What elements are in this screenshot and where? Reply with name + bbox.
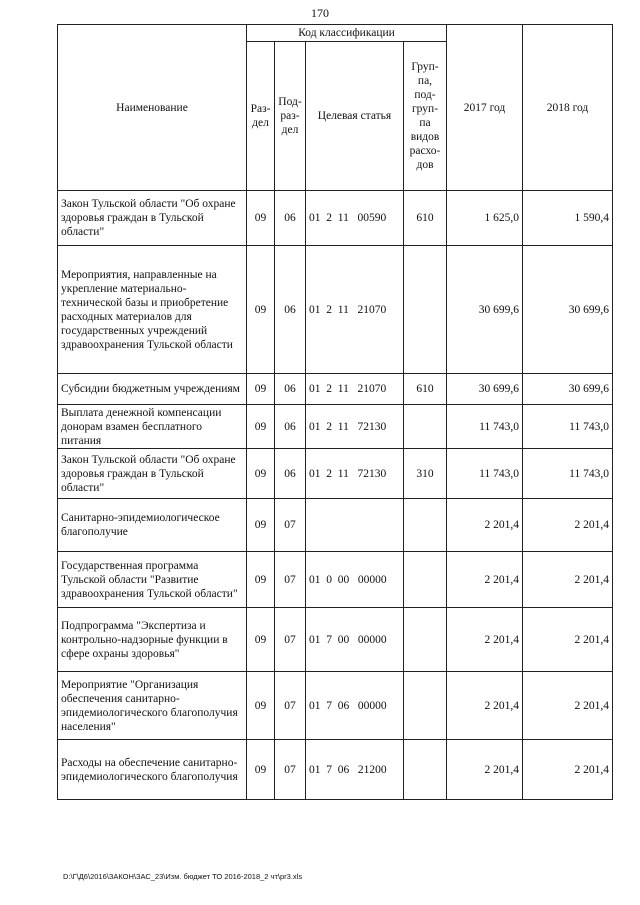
row-name: Подпрограмма "Экспертиза и контрольно-надзорные функции в сфере охраны здоровья" — [58, 608, 247, 672]
row-subsection: 06 — [275, 405, 306, 449]
row-name: Выплата денежной компенсации донорам взамен бесплатного питания — [58, 405, 247, 449]
row-subsection: 06 — [275, 374, 306, 405]
budget-table — [57, 24, 613, 800]
row-target-article: 01 2 11 21070 — [306, 246, 404, 374]
row-subsection: 06 — [275, 191, 306, 246]
table-row — [58, 740, 613, 800]
header-subsection: Под- раз- дел — [275, 42, 306, 191]
row-section: 09 — [247, 191, 275, 246]
row-amount-2018: 2 201,4 — [523, 740, 613, 800]
row-expense-group — [404, 246, 447, 374]
row-subsection: 06 — [275, 246, 306, 374]
row-name: Закон Тульской области "Об охране здоровья граждан в Тульской области" — [58, 191, 247, 246]
row-name: Субсидии бюджетным учреждениям — [58, 374, 247, 405]
header-section: Раз- дел — [247, 42, 275, 191]
row-target-article: 01 2 11 21070 — [306, 374, 404, 405]
row-amount-2018: 1 590,4 — [523, 191, 613, 246]
row-amount-2018: 2 201,4 — [523, 672, 613, 740]
row-amount-2017: 2 201,4 — [447, 672, 523, 740]
header-target-article: Целевая статья — [306, 42, 404, 191]
header-year-2018: 2018 год — [523, 25, 613, 191]
row-expense-group — [404, 552, 447, 608]
row-amount-2017: 30 699,6 — [447, 374, 523, 405]
row-subsection: 06 — [275, 449, 306, 499]
page-number: 170 — [311, 6, 329, 20]
row-subsection: 07 — [275, 672, 306, 740]
header-year-2017: 2017 год — [447, 25, 523, 191]
row-expense-group — [404, 499, 447, 552]
row-name: Государственная программа Тульской области "Развитие здравоохранения Тульской области" — [58, 552, 247, 608]
row-section: 09 — [247, 405, 275, 449]
table-row — [58, 672, 613, 740]
table-row — [58, 246, 613, 374]
row-name: Мероприятия, направленные на укрепление материально-технической базы и приобретение расходных материалов для государственных учреждений здравоохранения Тульской области — [58, 246, 247, 374]
row-expense-group: 310 — [404, 449, 447, 499]
row-amount-2017: 2 201,4 — [447, 740, 523, 800]
row-section: 09 — [247, 499, 275, 552]
row-expense-group — [404, 405, 447, 449]
row-section: 09 — [247, 740, 275, 800]
row-name: Расходы на обеспечение санитарно-эпидемиологического благополучия — [58, 740, 247, 800]
row-amount-2017: 2 201,4 — [447, 552, 523, 608]
table-row — [58, 552, 613, 608]
row-expense-group — [404, 608, 447, 672]
row-expense-group — [404, 672, 447, 740]
row-target-article: 01 7 06 00000 — [306, 672, 404, 740]
table-row — [58, 499, 613, 552]
table-row — [58, 608, 613, 672]
row-subsection: 07 — [275, 608, 306, 672]
header-name: Наименование — [58, 25, 247, 191]
row-section: 09 — [247, 672, 275, 740]
file-path-footer: D:\Г\Д6\2016\ЗАКОН\ЗАС_23\Изм. бюджет ТО 2016-2018_2 чт\pr3.xls — [63, 872, 303, 881]
row-subsection: 07 — [275, 552, 306, 608]
table-row — [58, 405, 613, 449]
row-target-article: 01 7 00 00000 — [306, 608, 404, 672]
row-section: 09 — [247, 374, 275, 405]
row-name: Закон Тульской области "Об охране здоровья граждан в Тульской области" — [58, 449, 247, 499]
row-target-article: 01 7 06 21200 — [306, 740, 404, 800]
row-target-article: 01 2 11 72130 — [306, 405, 404, 449]
row-expense-group: 610 — [404, 374, 447, 405]
table-row — [58, 449, 613, 499]
row-section: 09 — [247, 246, 275, 374]
row-amount-2017: 11 743,0 — [447, 449, 523, 499]
row-target-article: 01 2 11 72130 — [306, 449, 404, 499]
row-amount-2017: 2 201,4 — [447, 608, 523, 672]
row-amount-2017: 1 625,0 — [447, 191, 523, 246]
row-amount-2018: 30 699,6 — [523, 246, 613, 374]
row-subsection: 07 — [275, 499, 306, 552]
header-classification-code: Код классификации — [247, 25, 447, 42]
row-section: 09 — [247, 608, 275, 672]
table-row — [58, 374, 613, 405]
row-target-article: 01 2 11 00590 — [306, 191, 404, 246]
row-name: Санитарно-эпидемиологическое благополучие — [58, 499, 247, 552]
row-amount-2017: 2 201,4 — [447, 499, 523, 552]
row-expense-group — [404, 740, 447, 800]
row-expense-group: 610 — [404, 191, 447, 246]
row-amount-2018: 2 201,4 — [523, 499, 613, 552]
row-section: 09 — [247, 449, 275, 499]
row-amount-2017: 30 699,6 — [447, 246, 523, 374]
row-target-article: 01 0 00 00000 — [306, 552, 404, 608]
table-row — [58, 191, 613, 246]
header-expense-group: Груп- па, под- груп- па видов расхо- дов — [404, 42, 447, 191]
row-amount-2018: 11 743,0 — [523, 405, 613, 449]
row-amount-2017: 11 743,0 — [447, 405, 523, 449]
row-amount-2018: 2 201,4 — [523, 552, 613, 608]
row-target-article — [306, 499, 404, 552]
row-amount-2018: 2 201,4 — [523, 608, 613, 672]
row-subsection: 07 — [275, 740, 306, 800]
row-amount-2018: 11 743,0 — [523, 449, 613, 499]
table-header — [58, 25, 613, 191]
table-body — [58, 191, 613, 800]
row-name: Мероприятие "Организация обеспечения санитарно-эпидемиологического благополучия населения" — [58, 672, 247, 740]
row-amount-2018: 30 699,6 — [523, 374, 613, 405]
row-section: 09 — [247, 552, 275, 608]
